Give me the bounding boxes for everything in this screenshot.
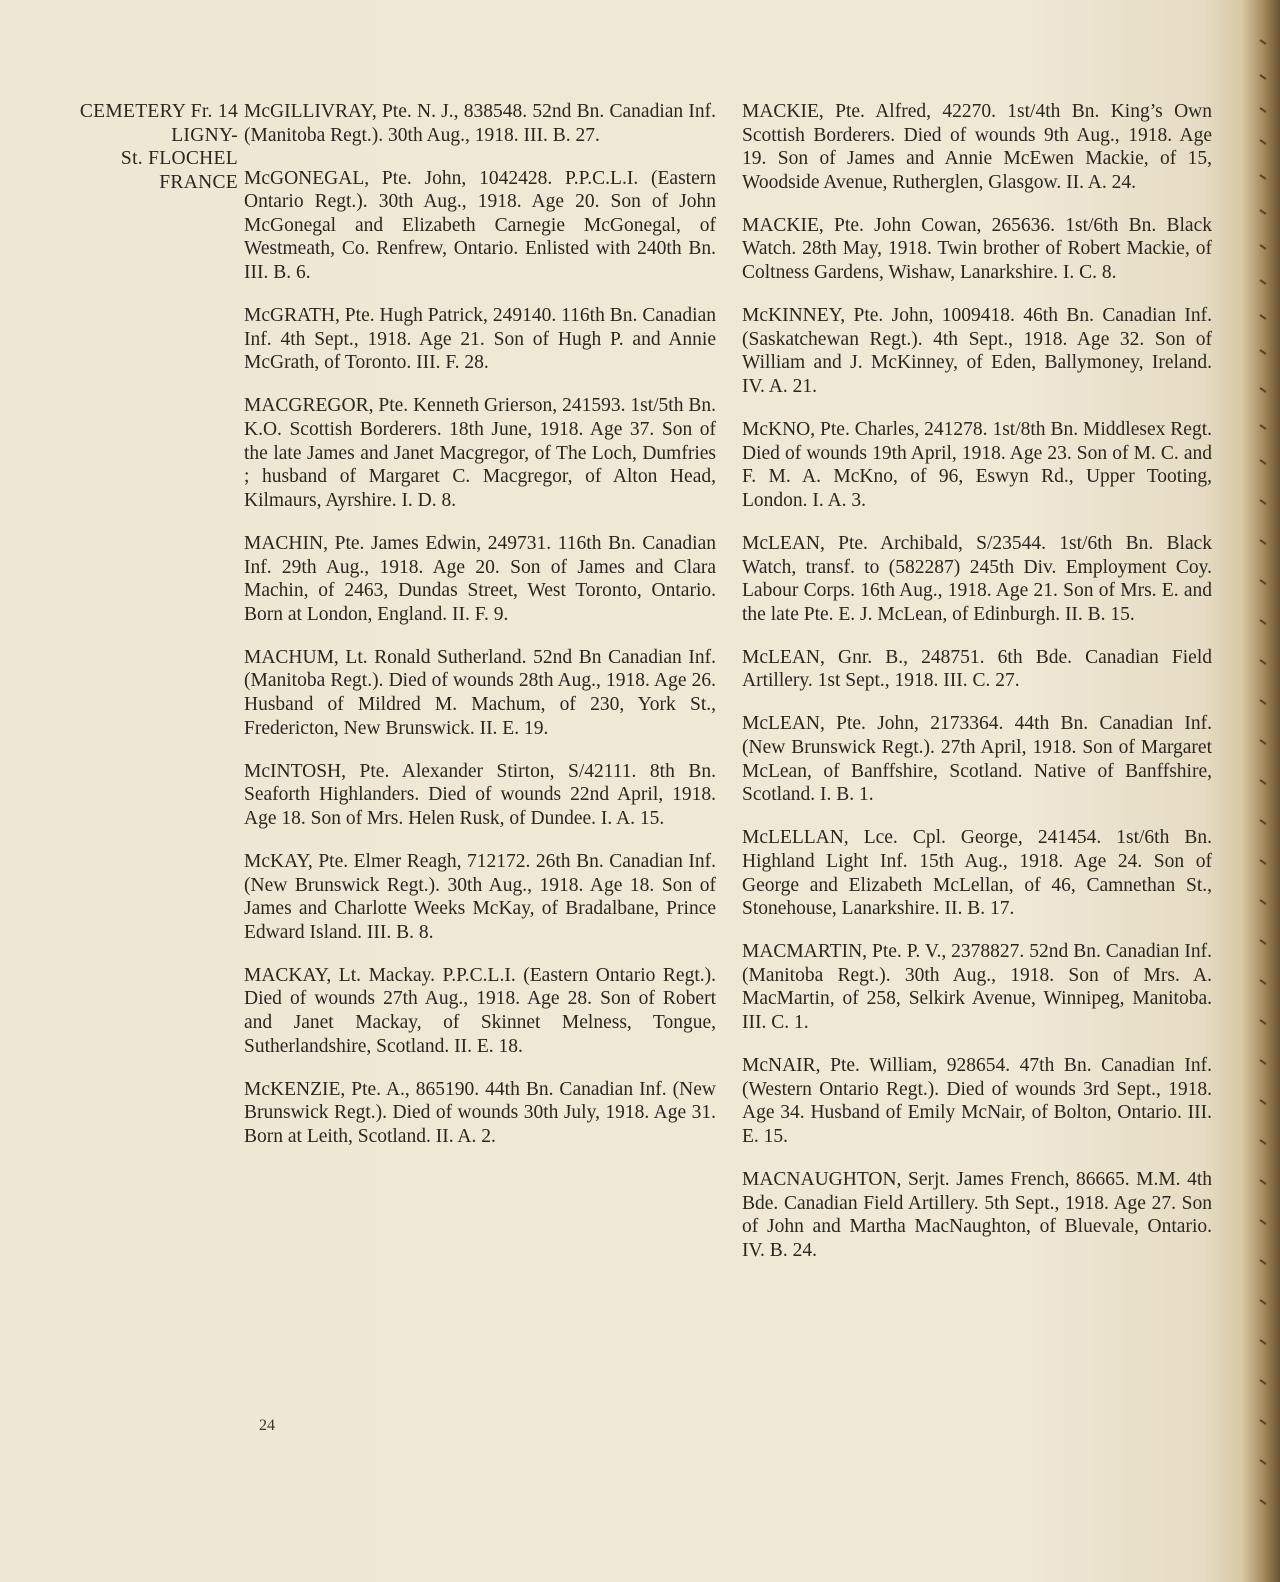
cemetery-line: CEMETERY Fr. 14 bbox=[79, 101, 238, 122]
casualty-entry: MACKIE, Pte. John Cowan, 265636. 1st/6th Bn. Black Watch. 28th May, 1918. Twin brother of Robert Mackie, of Coltness Gardens, Wishaw, Lanarkshire. I. C. 8. bbox=[742, 214, 1212, 284]
casualty-entry: MACKAY, Lt. Mackay. P.P.C.L.I. (Eastern Ontario Regt.). Died of wounds 27th Aug., 1918. Age 28. Son of Robert and Janet Mackay, of Skinnet Melness, Tongue, Sutherlandshire, Scotland. II. E. 18. bbox=[244, 964, 716, 1057]
casualty-entry: McGRATH, Pte. Hugh Patrick, 249140. 116th Bn. Canadian Inf. 4th Sept., 1918. Age 21. Son of Hugh P. and Annie McGrath, of Toronto. III. F. 28. bbox=[244, 305, 716, 374]
casualty-entry: MACMARTIN, Pte. P. V., 2378827. 52nd Bn. Canadian Inf. (Manitoba Regt.). 30th Aug., 1918. Son of Mrs. A. MacMartin, of 258, Selkirk Avenue, Winnipeg, Manitoba. III. C. 1. bbox=[742, 941, 1212, 1033]
casualty-entry: McKINNEY, Pte. John, 1009418. 46th Bn. Canadian Inf. (Saskatchewan Regt.). 4th Sept., 1918. Age 32. Son of William and J. McKinney, of Eden, Ballymoney, Ireland. IV. A. 21. bbox=[742, 305, 1212, 397]
casualty-entry: McINTOSH, Pte. Alexander Stirton, S/42111. 8th Bn. Seaforth Highlanders. Died of wounds 22nd April, 1918. Age 18. Son of Mrs. Helen Rusk, of Dundee. I. A. 15. bbox=[244, 760, 716, 829]
casualty-entry: McKENZIE, Pte. A., 865190. 44th Bn. Canadian Inf. (New Brunswick Regt.). Died of wounds 30th July, 1918. Age 31. Born at Leith, Scotland. II. A. 2. bbox=[244, 1078, 716, 1147]
casualty-entry: McNAIR, Pte. William, 928654. 47th Bn. Canadian Inf. (Western Ontario Regt.). Died of wounds 3rd Sept., 1918. Age 34. Husband of Emily McNair, of Bolton, Ontario. III. E. 15. bbox=[742, 1055, 1212, 1147]
right-column bbox=[742, 100, 1212, 1279]
casualty-entry: McKAY, Pte. Elmer Reagh, 712172. 26th Bn. Canadian Inf. (New Brunswick Regt.). 30th Aug., 1918. Age 18. Son of James and Charlotte Weeks McKay, of Bradalbane, Prince Edward Island. III. B. 8. bbox=[244, 850, 716, 943]
cemetery-line: FRANCE bbox=[159, 171, 238, 193]
casualty-entry: MACHUM, Lt. Ronald Sutherland. 52nd Bn Canadian Inf. (Manitoba Regt.). Died of wounds 28th Aug., 1918. Age 26. Husband of Mildred M. Machum, of 230, York St., Fredericton, New Brunswick. II. E. 19. bbox=[244, 646, 716, 739]
casualty-entry: McLEAN, Pte. John, 2173364. 44th Bn. Canadian Inf. (New Brunswick Regt.). 27th April, 1918. Son of Margaret McLean, of Banffshire, Scotland. Native of Banffshire, Scotland. I. B. 1. bbox=[742, 713, 1212, 806]
casualty-entry: McLEAN, Gnr. B., 248751. 6th Bde. Canadian Field Artillery. 1st Sept., 1918. III. C. 27. bbox=[742, 646, 1212, 692]
casualty-entry: McGONEGAL, Pte. John, 1042428. P.P.C.L.I. (Eastern Ontario Regt.). 30th Aug., 1918. Age 20. Son of John McGonegal and Elizabeth Carnegie McGonegal, of Westmeath, Co. Renfrew, Ontario. Enlisted with 240th Bn. III. B. 6. bbox=[244, 167, 716, 284]
casualty-entry: McGILLIVRAY, Pte. N. J., 838548. 52nd Bn. Canadian Inf. (Manitoba Regt.). 30th Aug., 1918. III. B. 27. bbox=[244, 101, 716, 146]
casualty-entry: McLELLAN, Lce. Cpl. George, 241454. 1st/6th Bn. Highland Light Inf. 15th Aug., 1918. Age 24. Son of George and Elizabeth McLellan, of 46, Camnethan St., Stonehouse, Lanarkshire. II. B. 17. bbox=[742, 827, 1212, 920]
cemetery-heading bbox=[34, 100, 238, 194]
casualty-entry: MACGREGOR, Pte. Kenneth Grierson, 241593. 1st/5th Bn. K.O. Scottish Borderers. 18th June, 1918. Age 37. Son of the late James and Janet Macgregor, of The Loch, Dumfries ; husband of Margaret C. Macgregor, of Alton Head, Kilmaurs, Ayrshire. I. D. 8. bbox=[244, 395, 716, 511]
cemetery-line: St. FLOCHEL bbox=[120, 148, 238, 169]
casualty-entry: MACHIN, Pte. James Edwin, 249731. 116th Bn. Canadian Inf. 29th Aug., 1918. Age 20. Son of James and Clara Machin, of 2463, Dundas Street, West Toronto, Ontario. Born at London, England. II. F. 9. bbox=[244, 532, 716, 625]
casualty-entry: McLEAN, Pte. Archibald, S/23544. 1st/6th Bn. Black Watch, transf. to (582287) 245th Div. Employment Coy. Labour Corps. 16th Aug., 1918. Age 21. Son of Mrs. E. and the late Pte. E. J. McLean, of Edinburgh. II. B. 15. bbox=[742, 532, 1212, 625]
binding-edge bbox=[1250, 0, 1280, 1582]
page-number: 24 bbox=[259, 1417, 275, 1434]
casualty-entry: McKNO, Pte. Charles, 241278. 1st/8th Bn. Middlesex Regt. Died of wounds 19th April, 1918. Age 23. Son of M. C. and F. M. A. McKno, of 96, Eswyn Rd., Upper Tooting, London. I. A. 3. bbox=[742, 419, 1212, 511]
casualty-entry: MACNAUGHTON, Serjt. James French, 86665. M.M. 4th Bde. Canadian Field Artillery. 5th Sept., 1918. Age 27. Son of John and Martha MacNaughton, of Bluevale, Ontario. IV. B. 24. bbox=[742, 1168, 1212, 1261]
cemetery-line: LIGNY- bbox=[171, 124, 238, 146]
casualty-entry: MACKIE, Pte. Alfred, 42270. 1st/4th Bn. King’s Own Scottish Borderers. Died of wounds 9th Aug., 1918. Age 19. Son of James and Annie McEwen Mackie, of 15, Woodside Avenue, Rutherglen, Glasgow. II. A. 24. bbox=[742, 101, 1212, 193]
left-column bbox=[244, 100, 716, 1165]
